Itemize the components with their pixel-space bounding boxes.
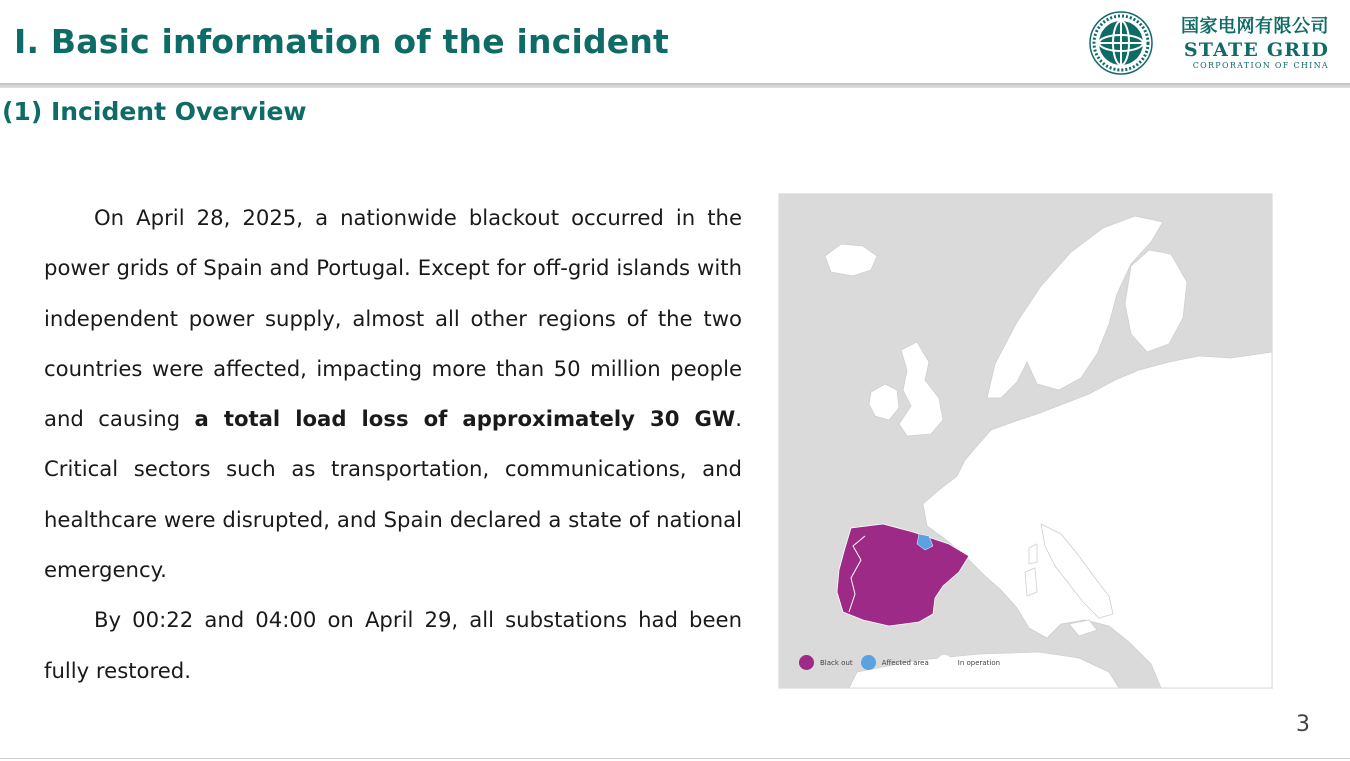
page-title: I. Basic information of the incident [14, 22, 670, 61]
sicily-shape [1069, 620, 1097, 636]
sardinia-shape [1025, 568, 1037, 596]
paragraph-1-text-b: . Critical sectors such as transportation, communications, and healthcare were disrupted, and Spain declared a state of national emergency. [44, 406, 742, 583]
mainland-europe-shape [923, 352, 1272, 688]
corsica-shape [1029, 544, 1037, 564]
logo-english-name: STATE GRID [1183, 39, 1329, 61]
state-grid-logo [1088, 10, 1343, 76]
paragraph-2: By 00:22 and 04:00 on April 29, all substations had been fully restored. [44, 607, 742, 683]
logo-chinese-name: 国家电网有限公司 [1181, 16, 1329, 37]
paragraph-1 [44, 193, 742, 595]
europe-map-graphic [779, 194, 1272, 688]
legend-dot-in-operation [937, 655, 952, 670]
iceland-shape [825, 244, 877, 276]
legend-label-in-operation: In operation [957, 658, 1001, 667]
page-number: 3 [1296, 712, 1310, 737]
legend-label-blackout: Black out [820, 658, 853, 667]
state-grid-globe-emblem-icon [1088, 10, 1154, 76]
legend-dot-affected [861, 655, 876, 670]
section-subtitle: (1) Incident Overview [2, 97, 307, 126]
legend-item-affected [861, 655, 929, 670]
great-britain-shape [899, 342, 943, 436]
finland-shape [1125, 250, 1187, 352]
incident-description [44, 193, 742, 696]
legend-item-blackout [799, 655, 853, 670]
load-loss-highlight: a total load loss of approximately 30 GW [194, 406, 736, 432]
footer-divider [0, 758, 1350, 759]
ireland-shape [869, 384, 899, 420]
legend-label-affected: Affected area [881, 658, 929, 667]
europe-blackout-map [778, 193, 1273, 689]
legend-dot-blackout [799, 655, 814, 670]
legend-item-in-operation [937, 655, 1000, 670]
logo-english-subname: CORPORATION OF CHINA [1192, 61, 1329, 70]
title-divider [0, 83, 1350, 88]
map-legend [799, 655, 1008, 670]
paragraph-1-text-a: On April 28, 2025, a nationwide blackout occurred in the power grids of Spain and Portugal. Except for off-grid islands with independent power supply, almost all other regions of the two countries were affected, impacting more than 50 million people and causing [44, 205, 742, 432]
